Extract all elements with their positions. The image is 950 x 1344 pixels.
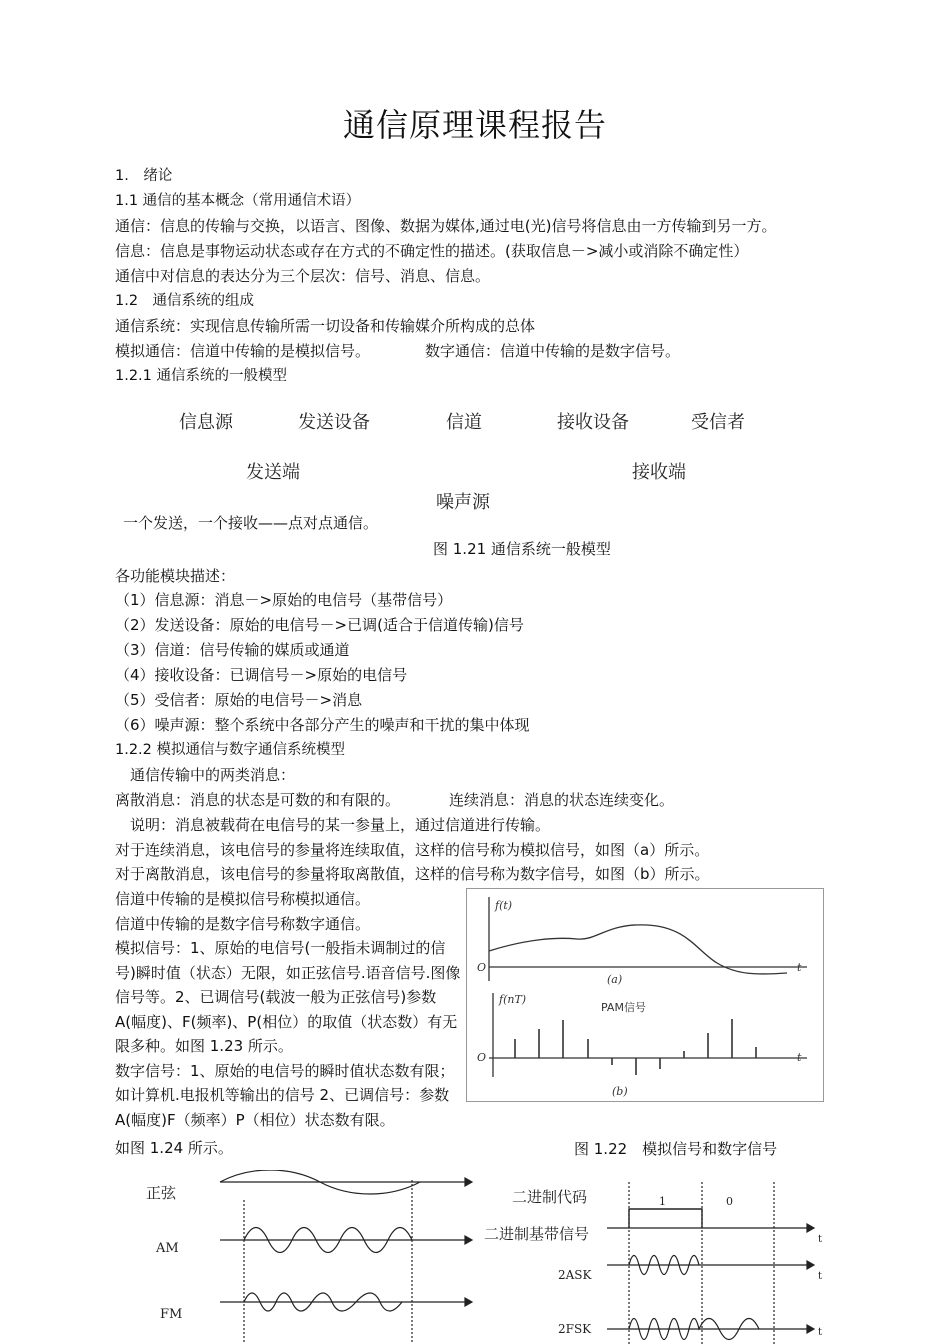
section-1-2-1-heading: 1.2.1 通信系统的一般模型 bbox=[115, 368, 288, 384]
figure-a-label: (a) bbox=[607, 973, 623, 986]
axis-a-f-label: f(t) bbox=[495, 899, 513, 912]
paragraph-levels: 通信中对信息的表达分为三个层次：信号、消息、信息。 bbox=[115, 267, 491, 285]
block-receiver: 接收设备 bbox=[557, 412, 629, 433]
pam-samples bbox=[515, 1019, 756, 1075]
label-am: AM bbox=[156, 1241, 179, 1256]
list-item: （6）噪声源：整个系统中各部分产生的噪声和干扰的集中体现 bbox=[115, 716, 530, 734]
bit-label: 1 bbox=[659, 1195, 666, 1208]
arrow-icon bbox=[465, 1236, 472, 1244]
list-item: （1）信息源：消息－>原始的电信号（基带信号） bbox=[115, 591, 453, 609]
paragraph-note: 说明：消息被载荷在电信号的某一参量上，通过信道进行传输。 bbox=[130, 816, 551, 834]
paragraph-digital-signal: 对于离散消息，该电信号的参量将取离散值，这样的信号称为数字信号，如图（b）所示。 bbox=[115, 865, 710, 883]
label-2fsk: 2FSK bbox=[558, 1322, 592, 1336]
label-binary-code: 二进制代码 bbox=[512, 1188, 588, 1206]
label-sine: 正弦 bbox=[146, 1184, 177, 1202]
figure-1-23 bbox=[140, 1170, 480, 1344]
label-receiver-side: 接收端 bbox=[632, 462, 686, 483]
arrow-icon bbox=[807, 1261, 814, 1269]
figure-1-24 bbox=[482, 1178, 832, 1344]
paragraph-point-to-point: 一个发送，一个接收——点对点通信。 bbox=[123, 514, 379, 532]
paragraph-information: 信息：信息是事物运动状态或存在方式的不确定性的描述。(获取信息－>减小或消除不确定性） bbox=[115, 242, 749, 260]
paragraph-analog-comm: 模拟通信：信道中传输的是模拟信号。 bbox=[115, 342, 371, 360]
t-label: t bbox=[818, 1271, 823, 1282]
text-column bbox=[115, 887, 465, 1132]
paragraph-digital-comm: 数字通信：信道中传输的是数字信号。 bbox=[425, 342, 681, 360]
paragraph-analog-signal: 对于连续消息，该电信号的参量将连续取值，这样的信号称为模拟信号，如图（a）所示。 bbox=[115, 841, 710, 859]
axis-b-t-label: t bbox=[797, 1051, 802, 1064]
section-1-2-heading: 1.2 通信系统的组成 bbox=[115, 293, 255, 309]
t-label: t bbox=[818, 1327, 823, 1338]
paragraph-analog-transmission: 信道中传输的是模拟信号称模拟通信。 bbox=[115, 890, 371, 908]
block-transmitter: 发送设备 bbox=[298, 412, 370, 433]
bit-label: 0 bbox=[726, 1195, 733, 1208]
pam-title: PAM信号 bbox=[601, 1001, 646, 1014]
block-source: 信息源 bbox=[179, 412, 233, 433]
section-1-1-heading: 1.1 通信的基本概念（常用通信术语） bbox=[115, 193, 361, 209]
figure-1-21-caption: 图 1.21 通信系统一般模型 bbox=[433, 540, 611, 558]
paragraph-analog-definition: 模拟信号：1、原始的电信号(一般指未调制过的信号)瞬时值（状态）无限，如正弦信号.语音信号.图像信号等。2、已调信号(载波一般为正弦信号)参数 A(幅度)、F(频率)、P(相位）的取值（状态数）有无限多种。如图 1.23 所示。 bbox=[115, 939, 461, 1055]
paragraph-two-kinds: 通信传输中的两类消息： bbox=[130, 766, 296, 784]
paragraph-digital-definition: 数字信号：1、原始的电信号的瞬时值状态数有限；如计算机.电报机等输出的信号 2、已调信号：参数 A(幅度)F（频率）P（相位）状态数有限。 bbox=[115, 1061, 455, 1129]
paragraph-communication: 通信：信息的传输与交换，以语言、图像、数据为媒体,通过电(光)信号将信息由一方传输到另一方。 bbox=[115, 217, 777, 235]
t-label: t bbox=[818, 1234, 823, 1245]
origin-b-label: O bbox=[477, 1051, 487, 1064]
block-noise: 噪声源 bbox=[436, 492, 490, 513]
figure-1-22 bbox=[466, 888, 824, 1102]
section-1-2-2-heading: 1.2.2 模拟通信与数字通信系统模型 bbox=[115, 742, 346, 758]
label-fm: FM bbox=[160, 1307, 183, 1322]
page-title: 通信原理课程报告 bbox=[342, 106, 607, 144]
arrow-icon bbox=[807, 1224, 814, 1232]
paragraph-system: 通信系统：实现信息传输所需一切设备和传输媒介所构成的总体 bbox=[115, 317, 536, 335]
paragraph-continuous: 连续消息：消息的状态连续变化。 bbox=[449, 791, 675, 809]
arrow-icon bbox=[465, 1178, 472, 1186]
paragraph-modules: 各功能模块描述： bbox=[115, 567, 236, 585]
label-sender-side: 发送端 bbox=[246, 462, 300, 483]
list-item: （5）受信者：原始的电信号－>消息 bbox=[115, 691, 363, 709]
label-2ask: 2ASK bbox=[558, 1268, 592, 1282]
list-item: （4）接收设备：已调信号－>原始的电信号 bbox=[115, 666, 408, 684]
paragraph-fig-1-24-ref: 如图 1.24 所示。 bbox=[115, 1139, 233, 1157]
axis-b-f-label: f(nT) bbox=[499, 993, 527, 1006]
arrow-icon bbox=[465, 1298, 472, 1306]
block-sink: 受信者 bbox=[691, 412, 745, 433]
list-item: （3）信道：信号传输的媒质或通道 bbox=[115, 641, 350, 659]
figure-b-label: (b) bbox=[612, 1085, 628, 1098]
paragraph-digital-transmission: 信道中传输的是数字信号称数字通信。 bbox=[115, 914, 371, 933]
arrow-icon bbox=[807, 1325, 814, 1333]
list-item: （2）发送设备：原始的电信号－>已调(适合于信道传输)信号 bbox=[115, 616, 524, 634]
figure-1-22-caption: 图 1.22 模拟信号和数字信号 bbox=[574, 1140, 778, 1158]
block-channel: 信道 bbox=[446, 412, 482, 433]
label-binary-baseband: 二进制基带信号 bbox=[484, 1225, 590, 1243]
section-1-heading: 1. 绪论 bbox=[115, 168, 173, 184]
paragraph-discrete: 离散消息：消息的状态是可数的和有限的。 bbox=[115, 791, 401, 809]
figure-1-22-drawing bbox=[467, 889, 823, 1101]
baseband-signal bbox=[629, 1209, 702, 1228]
axis-a-t-label: t bbox=[797, 961, 802, 974]
origin-a-label: O bbox=[477, 961, 487, 974]
